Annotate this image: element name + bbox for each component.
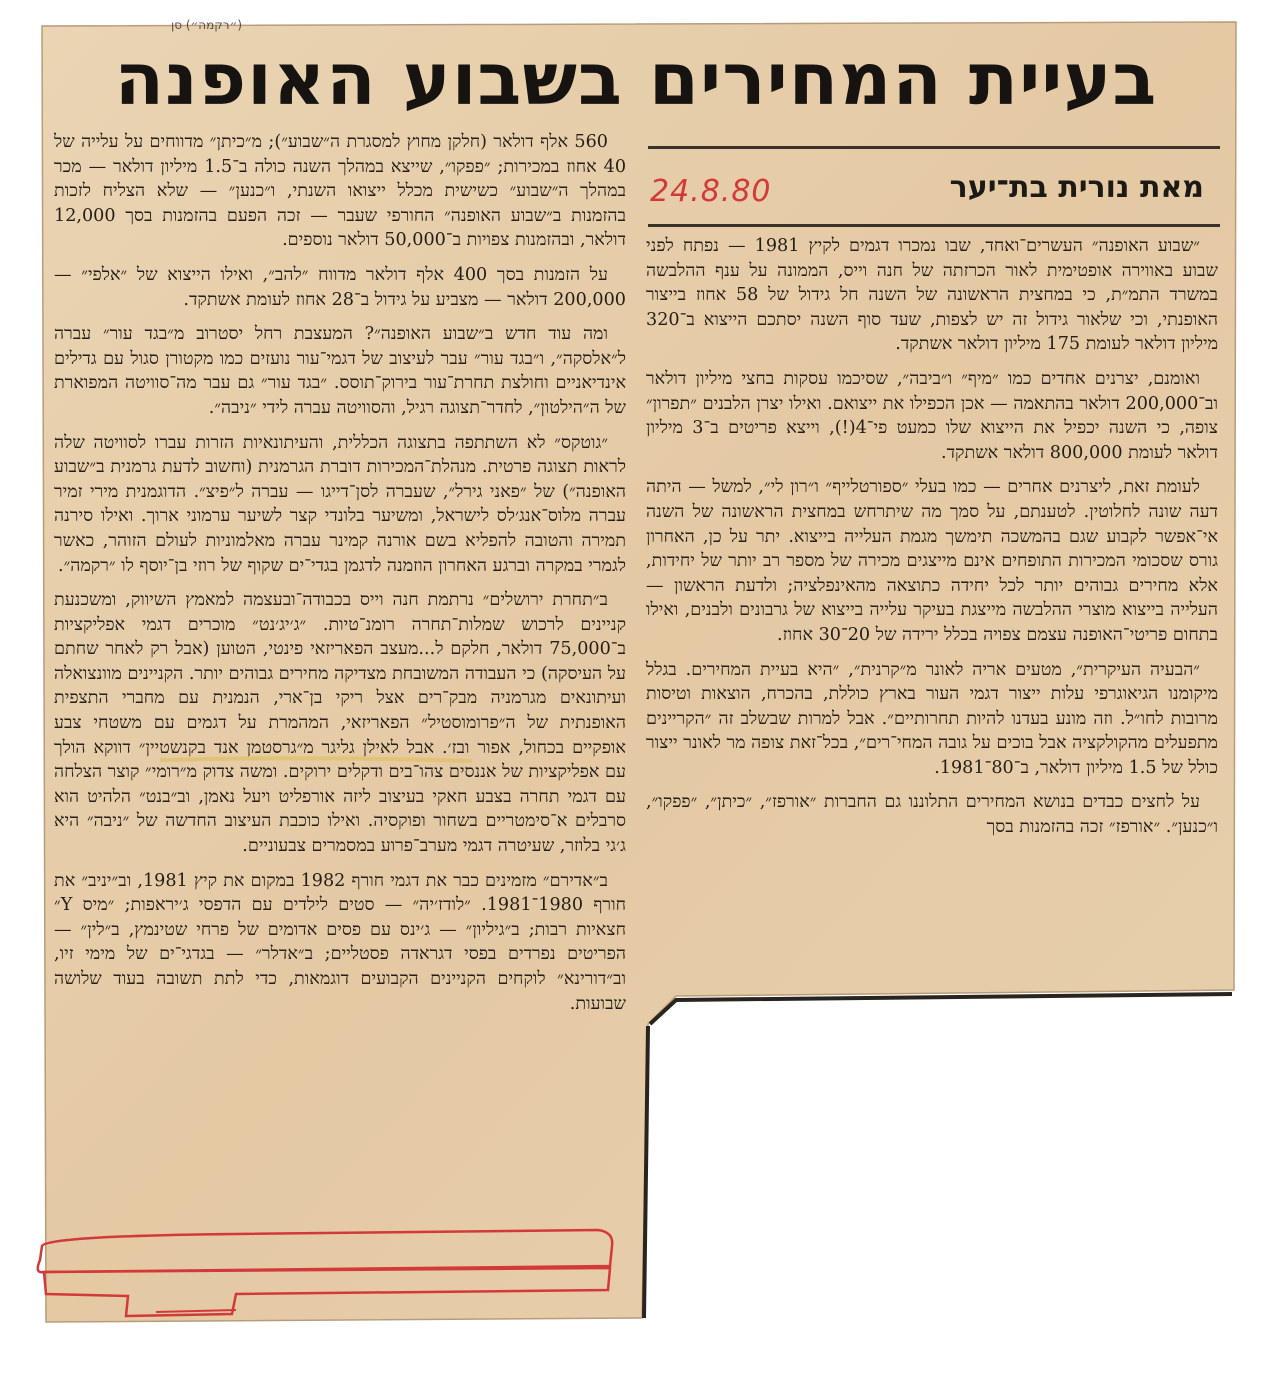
handwritten-date: 24.8.80 — [650, 174, 772, 209]
right-column — [646, 234, 1218, 994]
paragraph: ״הבעיה העיקרית״, מטעים אריה לאונר מ״קרנית״, ״היא בעיית המחירים. בגלל מיקומנו הגיאוגרפי עלות ייצור דגמי העור בארץ כוללת, בהכרח, הוצאות וטיסות מרובות לחו״ל. וזה מונע בעדנו להיות תחרותיים״. אבל למרות שבשלב זה ״הקריינים מתפעלים מהקולקציה אבל בוכים על גובה המחי־רים״, בכל־זאת צופה מר לאונר ייצור כולל של 1.5 מיליון דולאר, ב־80־1981. — [646, 659, 1218, 778]
paragraph: ״גוטקס״ לא השתתפה בתצוגה הכללית, והעיתונאיות הזרות עברו לסוויטה שלה לראות תצוגה פרטית. מנהלת־המכירות דוברת הגרמנית (וחשוב לדעת גרמנית ב״שבוע האופנה״) של ״פאני גירל״, שעברה לסן־דייגו — עברה ל״פיצ״. הדוגמנית מירי זמיר עברה מלוס־אנג׳לס לישראל, ומשיער בלונדי קצר לשיער ערמוני ארוך. ואילו סירנה תמירה והטובה להפליא בשם אורנה קמינר עברה מאלמוניות לעולם הזוהר, כאשר לגמרי במקרה וברגע האחרון הוזמנה לדגמן בגדי־ים שקוף של רוזי בן־יוסף לו ״רקמה״. — [54, 432, 626, 576]
byline: מאת נורית בת־יער — [949, 170, 1204, 205]
paragraph: ב״תחרת ירושלים״ נרתמת חנה וייס בכבודה־ובעצמה למאמץ השיווק, ומשכנעת קניינים לרכוש שמלות־תחרה רומנ־טיות. ״ג׳יג׳נט״ מוכרים דגמי אפליקציות ב־75,000 דולאר, חלקם ל...מעצב הפאריזאי פינטי, הטוען (אבל רק לאחר שחתם על העיסקה) כי העבודה המשובחת מצדיקה מחירים גבוהים יותר. הקניינים מוונצואלה ועיתונאים מגרמניה מבק־רים אצל ריקי בן־ארי, הנמנית עם מחברי התצפית האופנתית של ה״פרומוסטיל״ הפאריזאי, המהמרת על דגמים עם משטחי צבע אופקיים בכחול, אפור ובז׳. אבל לאילן גליגר מ״גרסטמן אנד בקנשטיין״ דווקא הולך עם אפליקציות של אננסים צהו־בים ודקלים ירוקים. ומשה צדוק מ״רומי״ קוצר הצלחה עם דגמי תחרה בצבע חאקי בעיצוב ליזה אורפליט ויעל נאמן, וב״בנט״ הלהיט הוא סרבלים א־סימטריים בשחור ופוקסיה. ואילו כוכבת העיצוב החדשה של ״ניבה״ היא ג׳גי בלוזר, שעיטרה דגמי מערב־פרוע במסמרים צבעוניים. — [54, 590, 626, 857]
byline-top-rule — [648, 146, 1220, 149]
newspaper-clipping — [36, 18, 1242, 1328]
paragraph: על לחצים כבדים בנושא המחירים התלוננו גם החברות ״אורפז״, ״כיתן״, ״פפקו״, ו״כנען״. ״אורפז״ זכה בהזמנות בסך — [646, 792, 1218, 838]
paragraph: ב״אדירם״ מזמינים כבר את דגמי חורף 1982 במקום את קיץ 1981, וב״יניב״ את חורף 1980־1981. ״לודז׳יה״ — סטים לילדים עם הדפסי ג׳יראפות; ״מיס Y״ חצאיות רבות; ב״גיליון״ — ג׳ינס עם פסים אדומים של פרחי שטינמץ, ב״לין״ — הפריטים נפרדים בפסי דגראדה פסטליים; ב״אדלר״ — בגדגי־ים של מימי זיו, וב״דורינא״ לוקחים הקניינים הקבועים דוגמאות, כדי לתת תשובה בעוד שלושה שבועות. — [54, 870, 626, 1014]
byline-bottom-rule — [648, 224, 1220, 227]
paragraph: ואומנם, יצרנים אחדים כמו ״מיף״ ו״ביבה״, שסיכמו עסקות בחצי מיליון דולאר וב־200,000 דולאר בהתאמה — אכן הכפילו את ייצואם. ואילו יצרן הלבנים ״תפרון״ צופה, כי השנה יכפיל את הייצוא שלו כמעט פי־4(!), וייצא פריטים ב־3 מיליון דולאר לעומת 800,000 דולאר אשתקד. — [646, 368, 1218, 463]
paragraph: ומה עוד חדש ב״שבוע האופנה״? המעצבת רחל יסטרוב מ״בגד עור״ עברה ל״אלסקה״, ו״בגד עור״ עבר לעיצוב של דגמי־עור נועזים כמו מקטורן סגול עם גדילים אינדיאניים וחולצת תחרת־עור בירוק־תוסס. ״בגד עור״ גם עבר מה־סוויטה המפוארת של ה״הילטון״, לחדר־תצוגה רגיל, והסוויטה עברה לידי ״ניבה״. — [54, 324, 626, 418]
paragraph: 560 אלף דולאר (חלקן מחוץ למסגרת ה״שבוע״); מ״כיתן״ מדווחים על עלייה של 40 אחוז במכירות; ״פפקו״, שייצא במהלך השנה כולה ב־1.5 מיליון דולאר — מכר במהלך ה״שבוע״ כשישית מכלל ייצואו השנתי, ו״כנען״ — שלא הצליח לזכות בהזמנות ב״שבוע האופנה״ החורפי שעבר — זכה הפעם בהזמנות בסך 12,000 דולאר, ובהזמנות צפויות ב־50,000 דולאר נוספים. — [54, 132, 626, 251]
paragraph: לעומת זאת, ליצרנים אחרים — כמו בעלי ״ספורטלייף״ ו״רון לי״, למשל — היתה דעה שונה לחלוטין. לטענתם, על סמך מה שיתרחש במחצית הראשונה של השנה אי־אפשר לקבוע שגם בהמשכה תימשך מגמת העלייה בייצוא. יתר על כן, האחרון גורס שסכומי המכירות התופחים אינם מייצגים מכירה של מספר רב יותר של יחידות, אלא מחירים גבוהים יותר לכל יחידה כתוצאה מהאינפלציה; ולדעת הראשון — העלייה בייצוא מוצרי ההלבשה מייצגת בעיקר עלייה בייצוא של גרבונים ולבנים, ואילו בתחום פריטי־האופנה עצמם צפויה בכלל ירידה של 20־30 אחוז. — [646, 477, 1218, 645]
left-column — [54, 130, 626, 1310]
headline: בעיית המחירים בשבוע האופנה — [114, 37, 1158, 121]
paragraph: על הזמנות בסך 400 אלף דולאר מדווח ״להב״, ואילו הייצוא של ״אלפי״ — 200,000 דולאר — מצביע על גידול ב־28 אחוז לעומת אשתקד. — [54, 264, 626, 310]
paragraph: ״שבוע האופנה״ העשרים־ואחד, שבו נמכרו דגמים לקיץ 1981 — נפתח לפני שבוע באווירה אופטימית לאור הכרזתה של חנה וייס, הממונה על ענף ההלבשה במשרד התמ״ת, כי במחצית הראשונה של השנה חל גידול של 58 אחוז בייצור האופנתי, וכי שלאור גידול זה יש לצפות, שעד סוף השנה יסתכם הייצוא ב־320 מיליון דולאר לעומת 175 מיליון דולאר אשתקד. — [646, 236, 1218, 355]
top-fragment-text: (״רקמה״) סן — [171, 18, 242, 32]
